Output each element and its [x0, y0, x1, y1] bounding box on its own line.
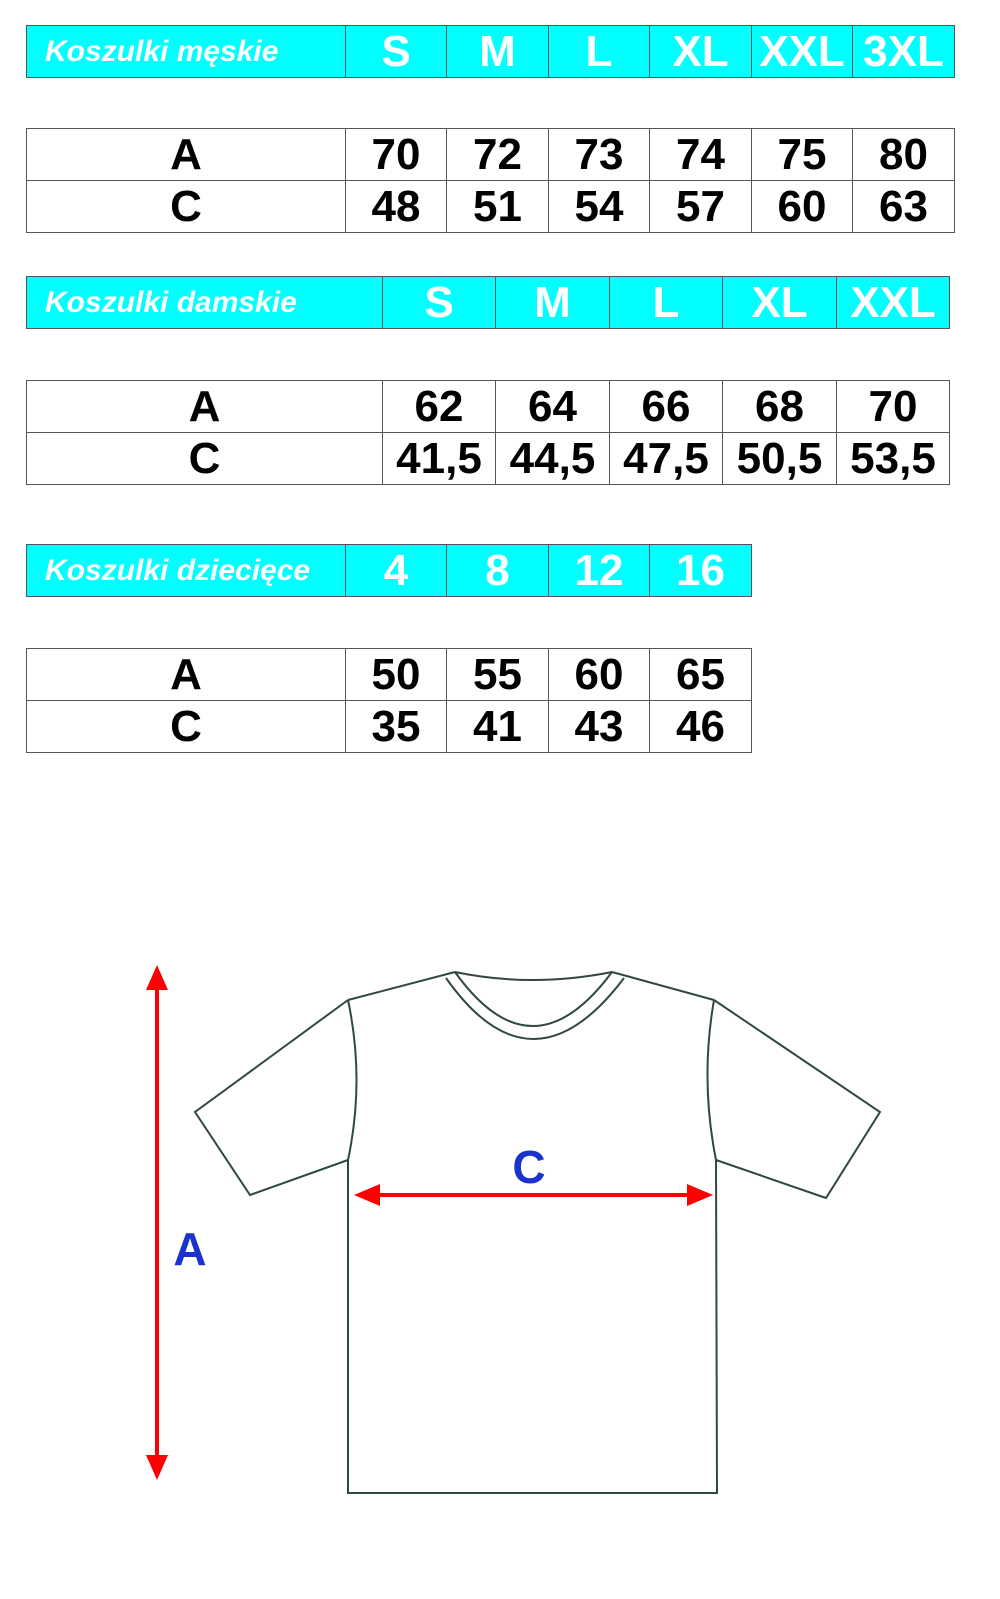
- men-row-c: [27, 181, 955, 233]
- kids-row-c: [27, 701, 752, 753]
- table-cell: 53,5: [837, 433, 950, 485]
- table-cell: 70: [837, 381, 950, 433]
- kids-size-header: [26, 544, 752, 597]
- tshirt-outline: [195, 972, 880, 1493]
- women-size-xxl: XXL: [837, 277, 950, 329]
- men-size-l: L: [549, 26, 650, 78]
- table-cell: 66: [610, 381, 723, 433]
- table-cell: 44,5: [496, 433, 610, 485]
- women-row-c: [27, 433, 950, 485]
- table-cell: 70: [346, 129, 447, 181]
- arrow-a: [146, 965, 168, 1480]
- row-label: A: [27, 381, 383, 433]
- men-size-m: M: [447, 26, 549, 78]
- table-cell: 75: [752, 129, 853, 181]
- table-cell: 51: [447, 181, 549, 233]
- women-size-m: M: [496, 277, 610, 329]
- table-cell: 57: [650, 181, 752, 233]
- women-table-title: Koszulki damskie: [27, 277, 383, 329]
- table-cell: 80: [853, 129, 955, 181]
- men-size-header: [26, 25, 955, 78]
- row-label: A: [27, 649, 346, 701]
- table-cell: 35: [346, 701, 447, 753]
- men-table-title: Koszulki męskie: [27, 26, 346, 78]
- row-label: C: [27, 701, 346, 753]
- table-cell: 74: [650, 129, 752, 181]
- table-cell: 48: [346, 181, 447, 233]
- kids-size-16: 16: [650, 545, 752, 597]
- kids-size-8: 8: [447, 545, 549, 597]
- table-cell: 65: [650, 649, 752, 701]
- table-cell: 62: [383, 381, 496, 433]
- men-size-xxl: XXL: [752, 26, 853, 78]
- table-cell: 43: [549, 701, 650, 753]
- women-size-header: [26, 276, 950, 329]
- kids-size-4: 4: [346, 545, 447, 597]
- table-cell: 46: [650, 701, 752, 753]
- table-cell: 60: [752, 181, 853, 233]
- men-size-3xl: 3XL: [853, 26, 955, 78]
- row-label: C: [27, 433, 383, 485]
- women-size-s: S: [383, 277, 496, 329]
- table-cell: 50,5: [723, 433, 837, 485]
- table-cell: 55: [447, 649, 549, 701]
- men-size-xl: XL: [650, 26, 752, 78]
- table-cell: 68: [723, 381, 837, 433]
- tshirt-diagram: [0, 930, 1000, 1570]
- women-measurements-table: [26, 380, 950, 485]
- table-cell: 54: [549, 181, 650, 233]
- men-measurements-table: [26, 128, 955, 233]
- kids-measurements-table: [26, 648, 752, 753]
- women-size-l: L: [610, 277, 723, 329]
- table-cell: 73: [549, 129, 650, 181]
- men-size-s: S: [346, 26, 447, 78]
- table-cell: 72: [447, 129, 549, 181]
- table-cell: 41: [447, 701, 549, 753]
- row-label: A: [27, 129, 346, 181]
- table-cell: 47,5: [610, 433, 723, 485]
- table-cell: 63: [853, 181, 955, 233]
- women-row-a: [27, 381, 950, 433]
- kids-size-12: 12: [549, 545, 650, 597]
- row-label: C: [27, 181, 346, 233]
- table-cell: 64: [496, 381, 610, 433]
- table-cell: 60: [549, 649, 650, 701]
- women-size-xl: XL: [723, 277, 837, 329]
- men-row-a: [27, 129, 955, 181]
- label-c: C: [512, 1141, 546, 1193]
- table-cell: 50: [346, 649, 447, 701]
- kids-table-title: Koszulki dziecięce: [27, 545, 346, 597]
- kids-row-a: [27, 649, 752, 701]
- label-a: A: [173, 1223, 207, 1275]
- table-cell: 41,5: [383, 433, 496, 485]
